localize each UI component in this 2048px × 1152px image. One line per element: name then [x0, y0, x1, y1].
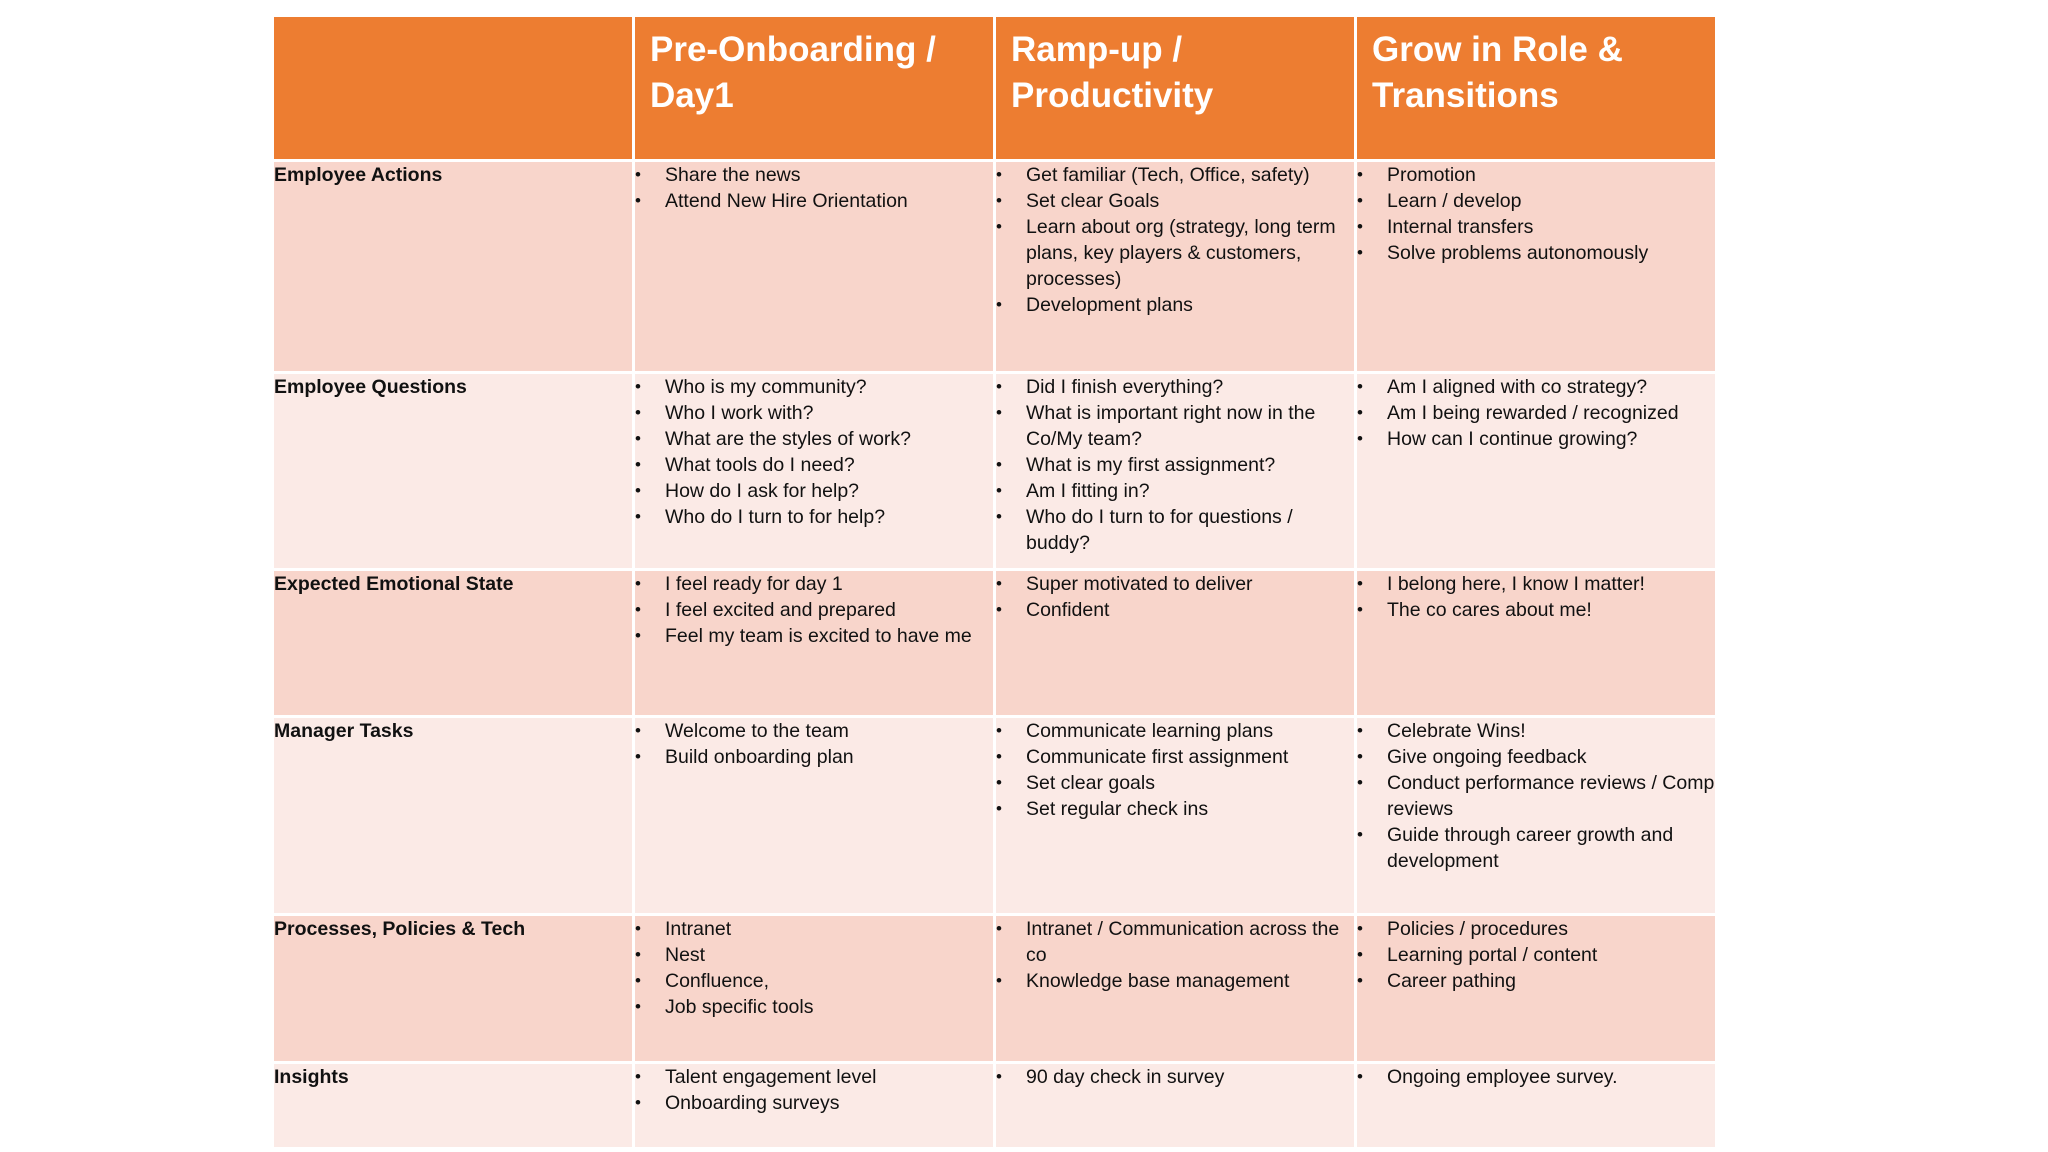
cell-pre-onboarding: [634, 1063, 995, 1149]
bullet-item: • Set clear goals: [996, 770, 1354, 796]
cell-pre-onboarding: [634, 717, 995, 915]
row-expected-emotional-state: [273, 570, 1717, 717]
cell-pre-onboarding: [634, 373, 995, 570]
bullet-item: • What are the styles of work?: [635, 426, 993, 452]
row-label: Employee Questions: [273, 373, 634, 570]
bullet-item: • Guide through career growth and development: [1357, 822, 1715, 874]
bullet-item: • Confident: [996, 597, 1354, 623]
bullet-list: [996, 718, 1354, 822]
bullet-list: [1357, 571, 1715, 623]
bullet-item: • Who I work with?: [635, 400, 993, 426]
row-label: Expected Emotional State: [273, 570, 634, 717]
cell-grow-in-role: [1356, 373, 1717, 570]
bullet-item: • Share the news: [635, 162, 993, 188]
bullet-list: [635, 162, 993, 214]
bullet-item: • Policies / procedures: [1357, 916, 1715, 942]
header-row: [273, 16, 1717, 161]
bullet-list: [635, 916, 993, 1020]
bullet-list: [1357, 718, 1715, 874]
bullet-item: • Ongoing employee survey.: [1357, 1064, 1715, 1090]
cell-pre-onboarding: [634, 161, 995, 373]
bullet-item: • Give ongoing feedback: [1357, 744, 1715, 770]
header-corner-cell: [273, 16, 634, 161]
bullet-item: • Who do I turn to for questions / buddy?: [996, 504, 1354, 556]
bullet-list: [1357, 162, 1715, 266]
row-insights: [273, 1063, 1717, 1149]
bullet-item: • Am I fitting in?: [996, 478, 1354, 504]
bullet-item: • Am I being rewarded / recognized: [1357, 400, 1715, 426]
bullet-item: • Feel my team is excited to have me: [635, 623, 993, 649]
cell-pre-onboarding: [634, 570, 995, 717]
row-processes-policies-tech: [273, 915, 1717, 1063]
bullet-item: • Internal transfers: [1357, 214, 1715, 240]
cell-ramp-up: [995, 717, 1356, 915]
row-label: Processes, Policies & Tech: [273, 915, 634, 1063]
bullet-item: • Set clear Goals: [996, 188, 1354, 214]
bullet-list: [1357, 374, 1715, 452]
bullet-list: [635, 718, 993, 770]
bullet-item: • Learn about org (strategy, long term plans, key players & customers, processes): [996, 214, 1354, 292]
bullet-list: [635, 571, 993, 649]
cell-ramp-up: [995, 373, 1356, 570]
bullet-item: • Who do I turn to for help?: [635, 504, 993, 530]
bullet-item: • Communicate learning plans: [996, 718, 1354, 744]
row-employee-questions: [273, 373, 1717, 570]
header-grow-in-role: Grow in Role & Transitions: [1356, 16, 1717, 161]
bullet-item: • Promotion: [1357, 162, 1715, 188]
bullet-item: • Conduct performance reviews / Comp reviews: [1357, 770, 1715, 822]
bullet-item: • Communicate first assignment: [996, 744, 1354, 770]
bullet-item: • What is my first assignment?: [996, 452, 1354, 478]
cell-pre-onboarding: [634, 915, 995, 1063]
bullet-list: [996, 162, 1354, 318]
bullet-list: [635, 374, 993, 530]
cell-ramp-up: [995, 1063, 1356, 1149]
cell-grow-in-role: [1356, 717, 1717, 915]
row-label: Insights: [273, 1063, 634, 1149]
bullet-item: • Build onboarding plan: [635, 744, 993, 770]
bullet-item: • Did I finish everything?: [996, 374, 1354, 400]
bullet-item: • I feel excited and prepared: [635, 597, 993, 623]
bullet-item: • Talent engagement level: [635, 1064, 993, 1090]
bullet-item: • Intranet / Communication across the co: [996, 916, 1354, 968]
bullet-item: • Onboarding surveys: [635, 1090, 993, 1116]
bullet-item: • Solve problems autonomously: [1357, 240, 1715, 266]
bullet-item: • I feel ready for day 1: [635, 571, 993, 597]
bullet-item: • Set regular check ins: [996, 796, 1354, 822]
employee-journey-table: [271, 14, 1718, 1150]
row-label: Manager Tasks: [273, 717, 634, 915]
bullet-list: [1357, 1064, 1715, 1090]
row-employee-actions: [273, 161, 1717, 373]
bullet-item: • Get familiar (Tech, Office, safety): [996, 162, 1354, 188]
cell-grow-in-role: [1356, 1063, 1717, 1149]
bullet-item: • Who is my community?: [635, 374, 993, 400]
bullet-list: [996, 916, 1354, 994]
bullet-list: [1357, 916, 1715, 994]
header-ramp-up: Ramp-up / Productivity: [995, 16, 1356, 161]
row-label: Employee Actions: [273, 161, 634, 373]
bullet-item: • Knowledge base management: [996, 968, 1354, 994]
cell-grow-in-role: [1356, 915, 1717, 1063]
bullet-item: • I belong here, I know I matter!: [1357, 571, 1715, 597]
bullet-item: • What tools do I need?: [635, 452, 993, 478]
bullet-list: [996, 1064, 1354, 1090]
bullet-item: • Am I aligned with co strategy?: [1357, 374, 1715, 400]
bullet-item: • How can I continue growing?: [1357, 426, 1715, 452]
bullet-item: • Welcome to the team: [635, 718, 993, 744]
cell-ramp-up: [995, 915, 1356, 1063]
bullet-item: • Learning portal / content: [1357, 942, 1715, 968]
bullet-item: • How do I ask for help?: [635, 478, 993, 504]
bullet-item: • Career pathing: [1357, 968, 1715, 994]
bullet-item: • Development plans: [996, 292, 1354, 318]
bullet-item: • Celebrate Wins!: [1357, 718, 1715, 744]
cell-grow-in-role: [1356, 570, 1717, 717]
row-manager-tasks: [273, 717, 1717, 915]
cell-ramp-up: [995, 570, 1356, 717]
bullet-item: • Attend New Hire Orientation: [635, 188, 993, 214]
bullet-item: • Confluence,: [635, 968, 993, 994]
header-pre-onboarding: Pre-Onboarding / Day1: [634, 16, 995, 161]
cell-ramp-up: [995, 161, 1356, 373]
bullet-list: [635, 1064, 993, 1116]
bullet-item: • 90 day check in survey: [996, 1064, 1354, 1090]
bullet-item: • Job specific tools: [635, 994, 993, 1020]
bullet-item: • The co cares about me!: [1357, 597, 1715, 623]
bullet-item: • What is important right now in the Co/My team?: [996, 400, 1354, 452]
bullet-item: • Super motivated to deliver: [996, 571, 1354, 597]
bullet-list: [996, 571, 1354, 623]
bullet-item: • Learn / develop: [1357, 188, 1715, 214]
bullet-list: [996, 374, 1354, 556]
bullet-item: • Intranet: [635, 916, 993, 942]
cell-grow-in-role: [1356, 161, 1717, 373]
bullet-item: • Nest: [635, 942, 993, 968]
